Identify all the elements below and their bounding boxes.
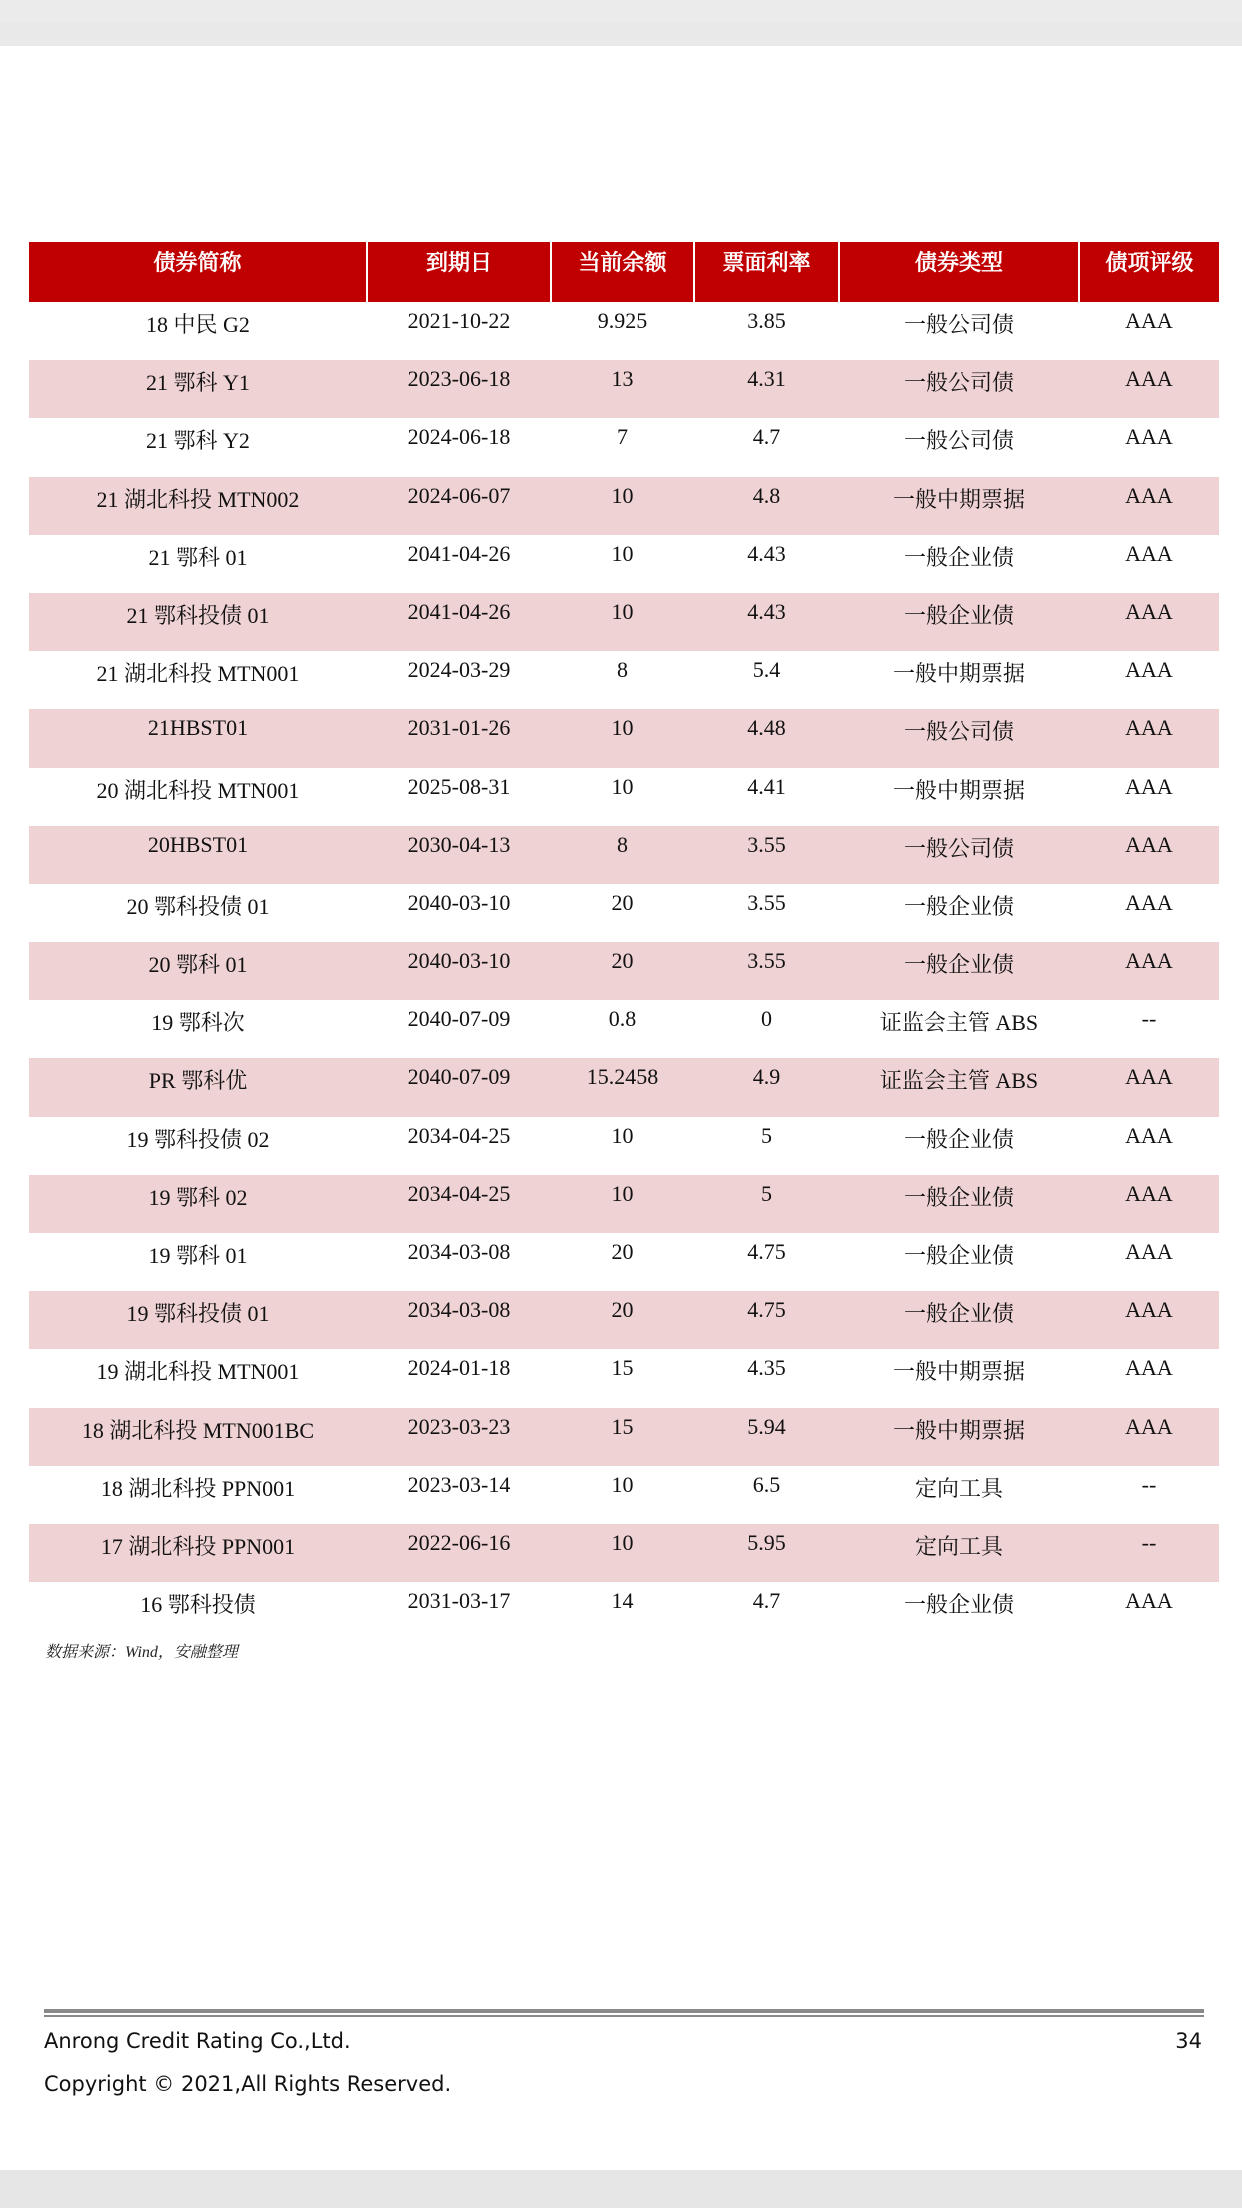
table-row [29,418,1219,476]
cell-coupon-rate: 4.48 [694,709,839,767]
cell-rating: AAA [1125,424,1173,450]
table-row [29,1117,1219,1175]
cell-coupon-rate: 5 [694,1175,839,1233]
cell-bond-name: 19 湖北科投 MTN001 [96,1359,300,1385]
cell-coupon-rate: 4.41 [747,773,786,799]
table-row [29,768,1219,826]
cell-bond-type: 一般企业债 [903,1592,1014,1618]
cell-balance: 15 [611,1355,634,1381]
table-row [29,360,1219,418]
cell-coupon-rate: 4.43 [694,593,839,651]
cell-balance: 20 [551,942,694,1000]
cell-bond-name: 20 鄂科 01 [29,942,367,1000]
cell-coupon-rate: 4.8 [694,477,839,535]
footer-copyright: Copyright © 2021,All Rights Reserved. [44,2072,452,2096]
table-row [29,1524,1219,1582]
cell-bond-name: 19 鄂科 02 [29,1175,367,1233]
cell-bond-type: 一般公司债 [903,428,1014,454]
cell-coupon-rate: 4.31 [694,360,839,418]
cell-bond-type: 一般中期票据 [839,1408,1079,1466]
cell-bond-type: 一般中期票据 [892,777,1025,803]
cell-coupon-rate: 5.94 [694,1408,839,1466]
cell-maturity-date: 2024-01-18 [407,1355,511,1381]
cell-bond-name: PR 鄂科优 [29,1058,367,1116]
cell-coupon-rate: 3.55 [694,942,839,1000]
cell-balance: 10 [551,1175,694,1233]
cell-bond-name: 21 鄂科 Y1 [29,360,367,418]
cell-balance: 7 [617,424,628,450]
cell-rating: AAA [1079,1408,1219,1466]
cell-rating: AAA [1125,1588,1173,1614]
cell-bond-type: 一般企业债 [839,593,1079,651]
table-row [29,826,1219,884]
cell-maturity-date: 2034-03-08 [367,1291,551,1349]
header-bond-type: 债券类型 [839,242,1079,302]
cell-maturity-date: 2040-07-09 [407,1006,511,1032]
cell-rating: AAA [1125,657,1173,683]
cell-bond-type: 一般企业债 [903,1126,1014,1152]
cell-bond-name: 21HBST01 [29,709,367,767]
cell-maturity-date: 2030-04-13 [367,826,551,884]
cell-rating: AAA [1079,477,1219,535]
cell-maturity-date: 2024-03-29 [407,657,511,683]
cell-balance: 9.925 [597,308,648,333]
table-row [29,1582,1219,1640]
cell-rating: AAA [1079,360,1219,418]
cell-maturity-date: 2034-04-25 [407,1122,511,1148]
viewer-bottom-strip [0,2170,1242,2208]
cell-coupon-rate: 3.85 [747,308,786,333]
cell-maturity-date: 2034-04-25 [367,1175,551,1233]
cell-rating: AAA [1079,942,1219,1000]
cell-maturity-date: 2040-07-09 [367,1058,551,1116]
table-row [29,1349,1219,1407]
cell-maturity-date: 2034-03-08 [407,1239,511,1264]
cell-rating: -- [1141,1471,1157,1497]
cell-maturity-date: 2025-08-31 [407,773,511,799]
cell-rating: AAA [1079,593,1219,651]
cell-bond-type: 一般公司债 [839,360,1079,418]
cell-bond-name: 20 鄂科投债 01 [126,893,270,919]
cell-coupon-rate: 4.43 [747,540,786,566]
cell-coupon-rate: 3.55 [694,826,839,884]
cell-maturity-date: 2031-01-26 [367,709,551,767]
cell-coupon-rate: 4.7 [752,1588,781,1614]
cell-bond-type: 证监会主管 ABS [879,1010,1039,1036]
cell-bond-type: 定向工具 [914,1475,1003,1501]
cell-bond-type: 一般公司债 [903,312,1014,337]
header-maturity-date: 到期日 [367,242,551,302]
cell-rating: AAA [1079,1058,1219,1116]
cell-rating: AAA [1125,889,1173,915]
header-bond-rating: 债项评级 [1079,242,1219,302]
cell-rating: AAA [1125,308,1173,333]
cell-bond-name: 19 鄂科次 [151,1010,245,1036]
cell-balance: 14 [611,1588,634,1614]
cell-maturity-date: 2022-06-16 [367,1524,551,1582]
table-header-row [29,242,1219,302]
cell-coupon-rate: 4.7 [752,424,781,450]
table-row [29,1000,1219,1058]
cell-bond-type: 证监会主管 ABS [839,1058,1079,1116]
cell-maturity-date: 2023-06-18 [367,360,551,418]
cell-rating: AAA [1125,773,1173,799]
cell-coupon-rate: 6.5 [752,1471,781,1497]
cell-balance: 10 [611,1122,634,1148]
header-bond-name: 债券简称 [29,242,367,302]
cell-coupon-rate: 0 [761,1006,772,1032]
source-note: 数据来源：Wind，安融整理 [45,1644,238,1661]
table-row [29,535,1219,593]
cell-balance: 10 [551,477,694,535]
cell-maturity-date: 2021-10-22 [407,308,511,333]
cell-bond-name: 20HBST01 [29,826,367,884]
cell-balance: 10 [611,773,634,799]
page-number: 34 [1175,2029,1202,2053]
table-row [29,709,1219,767]
cell-bond-type: 一般企业债 [903,544,1014,570]
cell-coupon-rate: 5 [761,1122,772,1148]
cell-bond-type: 一般企业债 [839,1175,1079,1233]
cell-rating: -- [1141,1006,1157,1032]
cell-bond-name: 21 鄂科 01 [148,544,248,570]
cell-bond-type: 一般企业债 [903,1243,1014,1268]
cell-bond-name: 19 鄂科投债 01 [29,1291,367,1349]
cell-maturity-date: 2040-03-10 [367,942,551,1000]
cell-balance: 20 [611,889,634,915]
table-row [29,477,1219,535]
cell-rating: AAA [1125,540,1173,566]
table-row [29,651,1219,709]
cell-maturity-date: 2041-04-26 [367,593,551,651]
footer-company: Anrong Credit Rating Co.,Ltd. [44,2029,351,2053]
cell-rating: AAA [1079,1291,1219,1349]
cell-bond-name: 16 鄂科投债 [140,1592,256,1618]
cell-rating: AAA [1079,709,1219,767]
cell-balance: 20 [611,1239,634,1264]
cell-balance: 0.8 [608,1006,637,1032]
cell-bond-name: 17 湖北科投 PPN001 [29,1524,367,1582]
header-outstanding-balance: 当前余额 [551,242,694,302]
cell-coupon-rate: 5.4 [752,657,781,683]
viewer-top-strip [0,0,1242,22]
cell-bond-type: 一般公司债 [839,709,1079,767]
cell-coupon-rate: 3.55 [747,889,786,915]
cell-balance: 10 [611,1471,634,1497]
table-row [29,1233,1219,1291]
cell-maturity-date: 2024-06-18 [407,424,511,450]
cell-coupon-rate: 4.75 [747,1239,786,1264]
cell-maturity-date: 2040-03-10 [407,889,511,915]
cell-balance: 15 [551,1408,694,1466]
cell-rating: AAA [1125,1355,1173,1381]
cell-rating: AAA [1079,826,1219,884]
table-row [29,1175,1219,1233]
cell-maturity-date: 2031-03-17 [407,1588,511,1614]
cell-bond-name: 20 湖北科投 MTN001 [96,777,300,803]
cell-bond-name: 19 鄂科投债 02 [126,1126,270,1152]
cell-bond-name: 18 湖北科投 MTN001BC [29,1408,367,1466]
cell-bond-type: 一般中期票据 [839,477,1079,535]
cell-rating: AAA [1125,1122,1173,1148]
table-row [29,1466,1219,1524]
cell-balance: 10 [551,709,694,767]
table-row [29,942,1219,1000]
cell-bond-type: 一般企业债 [903,893,1014,919]
document-page [0,46,1242,2170]
cell-coupon-rate: 5.95 [694,1524,839,1582]
table-row [29,1058,1219,1116]
cell-bond-name: 18 中民 G2 [146,312,250,337]
cell-bond-name: 21 湖北科投 MTN001 [96,661,300,687]
cell-maturity-date: 2023-03-23 [367,1408,551,1466]
cell-coupon-rate: 4.75 [694,1291,839,1349]
cell-balance: 20 [551,1291,694,1349]
cell-bond-type: 一般企业债 [839,942,1079,1000]
cell-bond-name: 21 鄂科 Y2 [146,428,250,454]
table-row [29,1408,1219,1466]
cell-coupon-rate: 4.9 [694,1058,839,1116]
cell-rating: AAA [1125,1239,1173,1264]
cell-maturity-date: 2024-06-07 [367,477,551,535]
cell-bond-name: 18 湖北科投 PPN001 [100,1475,296,1501]
cell-bond-type: 一般公司债 [839,826,1079,884]
cell-balance: 8 [551,826,694,884]
bond-table [29,242,1219,1640]
cell-coupon-rate: 4.35 [747,1355,786,1381]
table-row [29,302,1219,360]
cell-balance: 13 [551,360,694,418]
cell-balance: 8 [617,657,628,683]
cell-bond-type: 一般中期票据 [892,1359,1025,1385]
cell-rating: AAA [1079,1175,1219,1233]
cell-maturity-date: 2041-04-26 [407,540,511,566]
cell-bond-name: 21 鄂科投债 01 [29,593,367,651]
cell-balance: 10 [611,540,634,566]
cell-bond-type: 定向工具 [839,1524,1079,1582]
footer-divider [44,2009,1204,2017]
cell-bond-type: 一般企业债 [839,1291,1079,1349]
table-row [29,884,1219,942]
cell-balance: 10 [551,1524,694,1582]
cell-balance: 15.2458 [551,1058,694,1116]
cell-bond-name: 21 湖北科投 MTN002 [29,477,367,535]
cell-balance: 10 [551,593,694,651]
cell-bond-type: 一般中期票据 [892,661,1025,687]
cell-rating: -- [1079,1524,1219,1582]
cell-bond-name: 19 鄂科 01 [148,1243,248,1268]
table-row [29,593,1219,651]
cell-maturity-date: 2023-03-14 [407,1471,511,1497]
table-row [29,1291,1219,1349]
header-coupon-rate: 票面利率 [694,242,839,302]
